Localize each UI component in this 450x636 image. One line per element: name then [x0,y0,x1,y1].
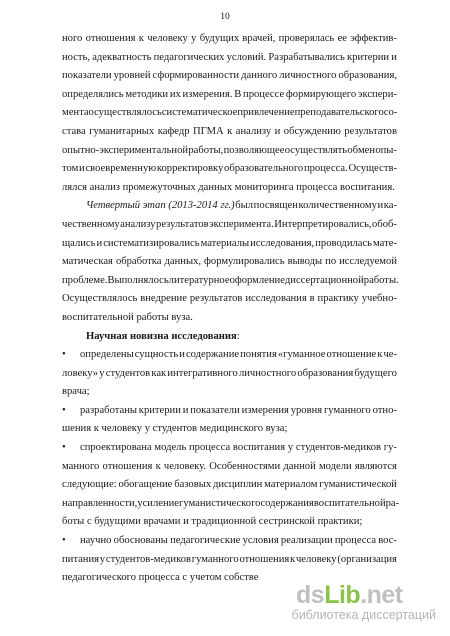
word: к [227,125,233,137]
text-line [62,216,397,235]
word: Разрабатывались [268,51,345,63]
heading-colon: : [236,330,240,342]
word: ПГМА [192,125,224,137]
word: образования, [338,70,397,82]
word: матическая [62,256,113,268]
word: педагогические [170,535,241,547]
word: условия [242,535,279,547]
word: исследования, [250,237,315,249]
word: питания [62,553,100,565]
word: реализации [280,535,333,547]
word: данного [241,70,278,82]
word: модели [318,460,352,472]
word: будущего [354,367,397,379]
word: содержание [185,349,240,361]
word: процесса [189,442,231,454]
word: обоб- [372,218,397,230]
word: личностного [279,70,337,82]
bullet-item-first-line [62,346,397,365]
word: осуществлять [284,144,348,156]
word: мента [62,107,89,119]
word: сформированности [152,70,240,82]
word: преподавательского [294,107,384,119]
word: содержания [260,497,314,509]
word: и [96,237,103,249]
text-line [62,123,397,142]
word: гу- [383,442,397,454]
word: опытно-экспериментальной [62,144,189,156]
text-line [62,309,397,328]
word: сущность [134,349,179,361]
watermark-caption: библиотека диссертаций [291,608,436,622]
word: формулировались [204,256,285,268]
word: обработка [115,256,162,268]
word: показатели [190,404,240,416]
word: выводы [287,256,323,268]
word: понятия [240,349,277,361]
bullet-icon: • [62,349,66,361]
word: по [325,256,337,268]
word: обмен [347,144,376,156]
word: врача; [62,386,90,398]
text-line [62,179,397,198]
bullet-item-first-line [62,439,397,458]
word: материалы [200,237,250,249]
word: посвящен [253,200,298,212]
bullet-icon: • [62,442,66,454]
word: внедрение [140,293,187,305]
word: педагогического процесса с учетом собстве [62,572,259,584]
bullet-first-text [80,402,397,421]
word: ловеку» [62,367,99,379]
word: измерения [241,404,289,416]
word: отношения [85,33,136,44]
word: осуществлялось [88,107,162,119]
word: человеку [295,553,337,565]
word: критерии [138,404,181,416]
word: у [99,553,106,565]
word: процесса [334,535,377,547]
text-line [62,476,397,495]
word: и [377,200,384,212]
word: проверялась [278,33,335,44]
word: своевременную [85,163,157,175]
text-line [62,142,397,161]
text-line [62,458,397,477]
word: том [62,163,79,175]
word: отношения [102,460,153,472]
word: шения к человеку у студентов медицинского вуза; [62,423,288,435]
bullet-item-first-line [62,402,397,421]
word: модель [154,442,187,454]
word: проводилась [315,237,373,249]
word: спроектирована [80,442,152,454]
bullet-first-text [80,439,397,458]
word: процессе [243,88,285,100]
word: манного [62,460,100,472]
word: экспери- [357,88,397,100]
bullet-icon: • [62,404,66,416]
word: к [155,460,161,472]
word: эффектив- [350,33,397,44]
dslib-logo: dsLib.net [296,580,403,609]
word: и [182,404,189,416]
word: врачей, [242,33,276,44]
word: данной [283,460,316,472]
word: че- [383,349,397,361]
word: вос- [378,535,397,547]
word: уровней [113,70,151,82]
word: следующие: [62,479,117,491]
word: у [99,367,105,379]
word: базовых [174,479,212,491]
word: уровня [290,404,323,416]
word: щались [62,237,96,249]
page-number: 10 [220,12,230,22]
word: студентов-медиков [295,442,382,454]
word: отношение [326,349,377,361]
word: эксперимента. [209,218,274,230]
word: образовательного [224,163,304,175]
word: ка- [383,200,397,212]
word: корректировку [156,163,224,175]
heading-text: Научная новизна исследования [86,330,237,342]
word: студентов [105,367,151,379]
word: ра- [385,497,400,509]
word: анализу [235,125,272,137]
word: В [234,88,242,100]
section-heading [62,328,397,347]
text-line [62,495,400,514]
word: гуманного [323,404,371,416]
text-line [62,160,397,179]
word: и [179,349,185,361]
word: определялись [62,88,124,100]
word: исследования [245,293,307,305]
word: к [377,349,383,361]
text-line [62,365,397,384]
word: усиление [137,497,180,509]
word: гуманистического [179,497,261,509]
word: являются [354,460,397,472]
word: в [309,293,315,305]
bullet-first-text [80,532,397,551]
text-line [62,272,397,291]
word: обсуждению [283,125,341,137]
word: Осуществлялось [62,293,138,305]
word: гуманного [191,553,239,565]
text-line [62,67,397,86]
word: как [151,367,167,379]
word: и [79,163,85,175]
bullet-icon: • [62,535,66,547]
word: методики [125,88,169,100]
word: Выполнялось [107,274,169,286]
word: исследуемой [339,256,397,268]
word: интегративного [167,367,238,379]
word: става [62,125,86,137]
word: разработаны [80,404,137,416]
bullet-first-text [80,346,397,365]
word: и [274,125,281,137]
text-line [62,290,397,309]
word: кафедр [157,125,190,137]
text-line [62,235,397,254]
word: диссертационной [284,274,364,286]
italic-phrase: Четвертый этап (2013-2014 гг.) [86,200,235,212]
word: ного [62,33,83,44]
word: результатов [189,293,243,305]
word: направленности, [62,497,138,509]
word: дисциплин [212,479,263,491]
word: определены [80,349,134,361]
word: будущих [199,33,240,44]
document-body [62,30,400,588]
word: систематизировались [103,237,200,249]
text-line [62,197,397,216]
word: показатели [62,70,112,82]
word: данных, [164,256,202,268]
text-line [62,86,397,105]
text-line [62,49,397,68]
word: проблеме. [62,274,108,286]
word: систематическое [161,107,238,119]
word: результатов [344,125,397,137]
text-line [62,551,397,570]
word: боты с будущими врачами и традиционной сестринской практики; [62,516,363,528]
text-line [62,253,397,272]
word: позволяющее [223,144,285,156]
word: обогащение [118,479,173,491]
word: привлечение [237,107,295,119]
word: ее [337,33,347,44]
word: опы- [375,144,397,156]
word: чественному [62,218,120,230]
word: результатов [156,218,209,230]
word: (организация [337,553,397,565]
word: адекватность [92,51,152,63]
text-line [62,30,397,49]
word: Интерпретировались, [274,218,372,230]
word: формирующего [285,88,357,100]
word: ность, [62,51,91,63]
word: «гуманное [277,349,326,361]
word: к [290,553,296,565]
word: гуманистической [319,479,397,491]
word: работы. [363,274,399,286]
word: образования [297,367,354,379]
word: работы, [188,144,224,156]
word: у [287,442,294,454]
word: лялся анализ промежуточных данных мониторинга процесса воспитания. [62,181,395,193]
word: процесса. [303,163,348,175]
word: обоснованы [113,535,168,547]
word: оформление [229,274,285,286]
word: гуманитарных [89,125,155,137]
text-line [62,104,397,123]
word: отно- [372,404,397,416]
word: воспитательной работы вуза. [62,311,193,323]
word: был [235,200,254,212]
word: измерения. [182,88,233,100]
word: их [169,88,181,100]
bullet-item-first-line [62,532,397,551]
text-line [62,513,397,532]
word: педагогических [153,51,225,63]
word: практику [317,293,359,305]
word: человеку [147,33,188,44]
word: литературное [168,274,230,286]
text-line [62,383,397,402]
word: материалом [264,479,318,491]
word: воспитательной [313,497,386,509]
word: к [138,33,144,44]
word: количественному [298,200,377,212]
word: научно [80,535,112,547]
dslib-watermark [266,580,436,628]
word: условий. [226,51,267,63]
word: у [191,33,197,44]
word: студентов-медиков [105,553,192,565]
word: Особенностями [209,460,281,472]
word: личностного [238,367,297,379]
word: учебно- [361,293,397,305]
word: критерии [347,51,390,63]
word: воспитания [232,442,286,454]
word: анализу [120,218,156,230]
text-line [62,420,397,439]
word: и [391,51,397,63]
word: мате- [373,237,397,249]
word: человеку. [163,460,207,472]
word: отношения [239,553,290,565]
word: со- [383,107,398,119]
word: Осуществ- [348,163,397,175]
